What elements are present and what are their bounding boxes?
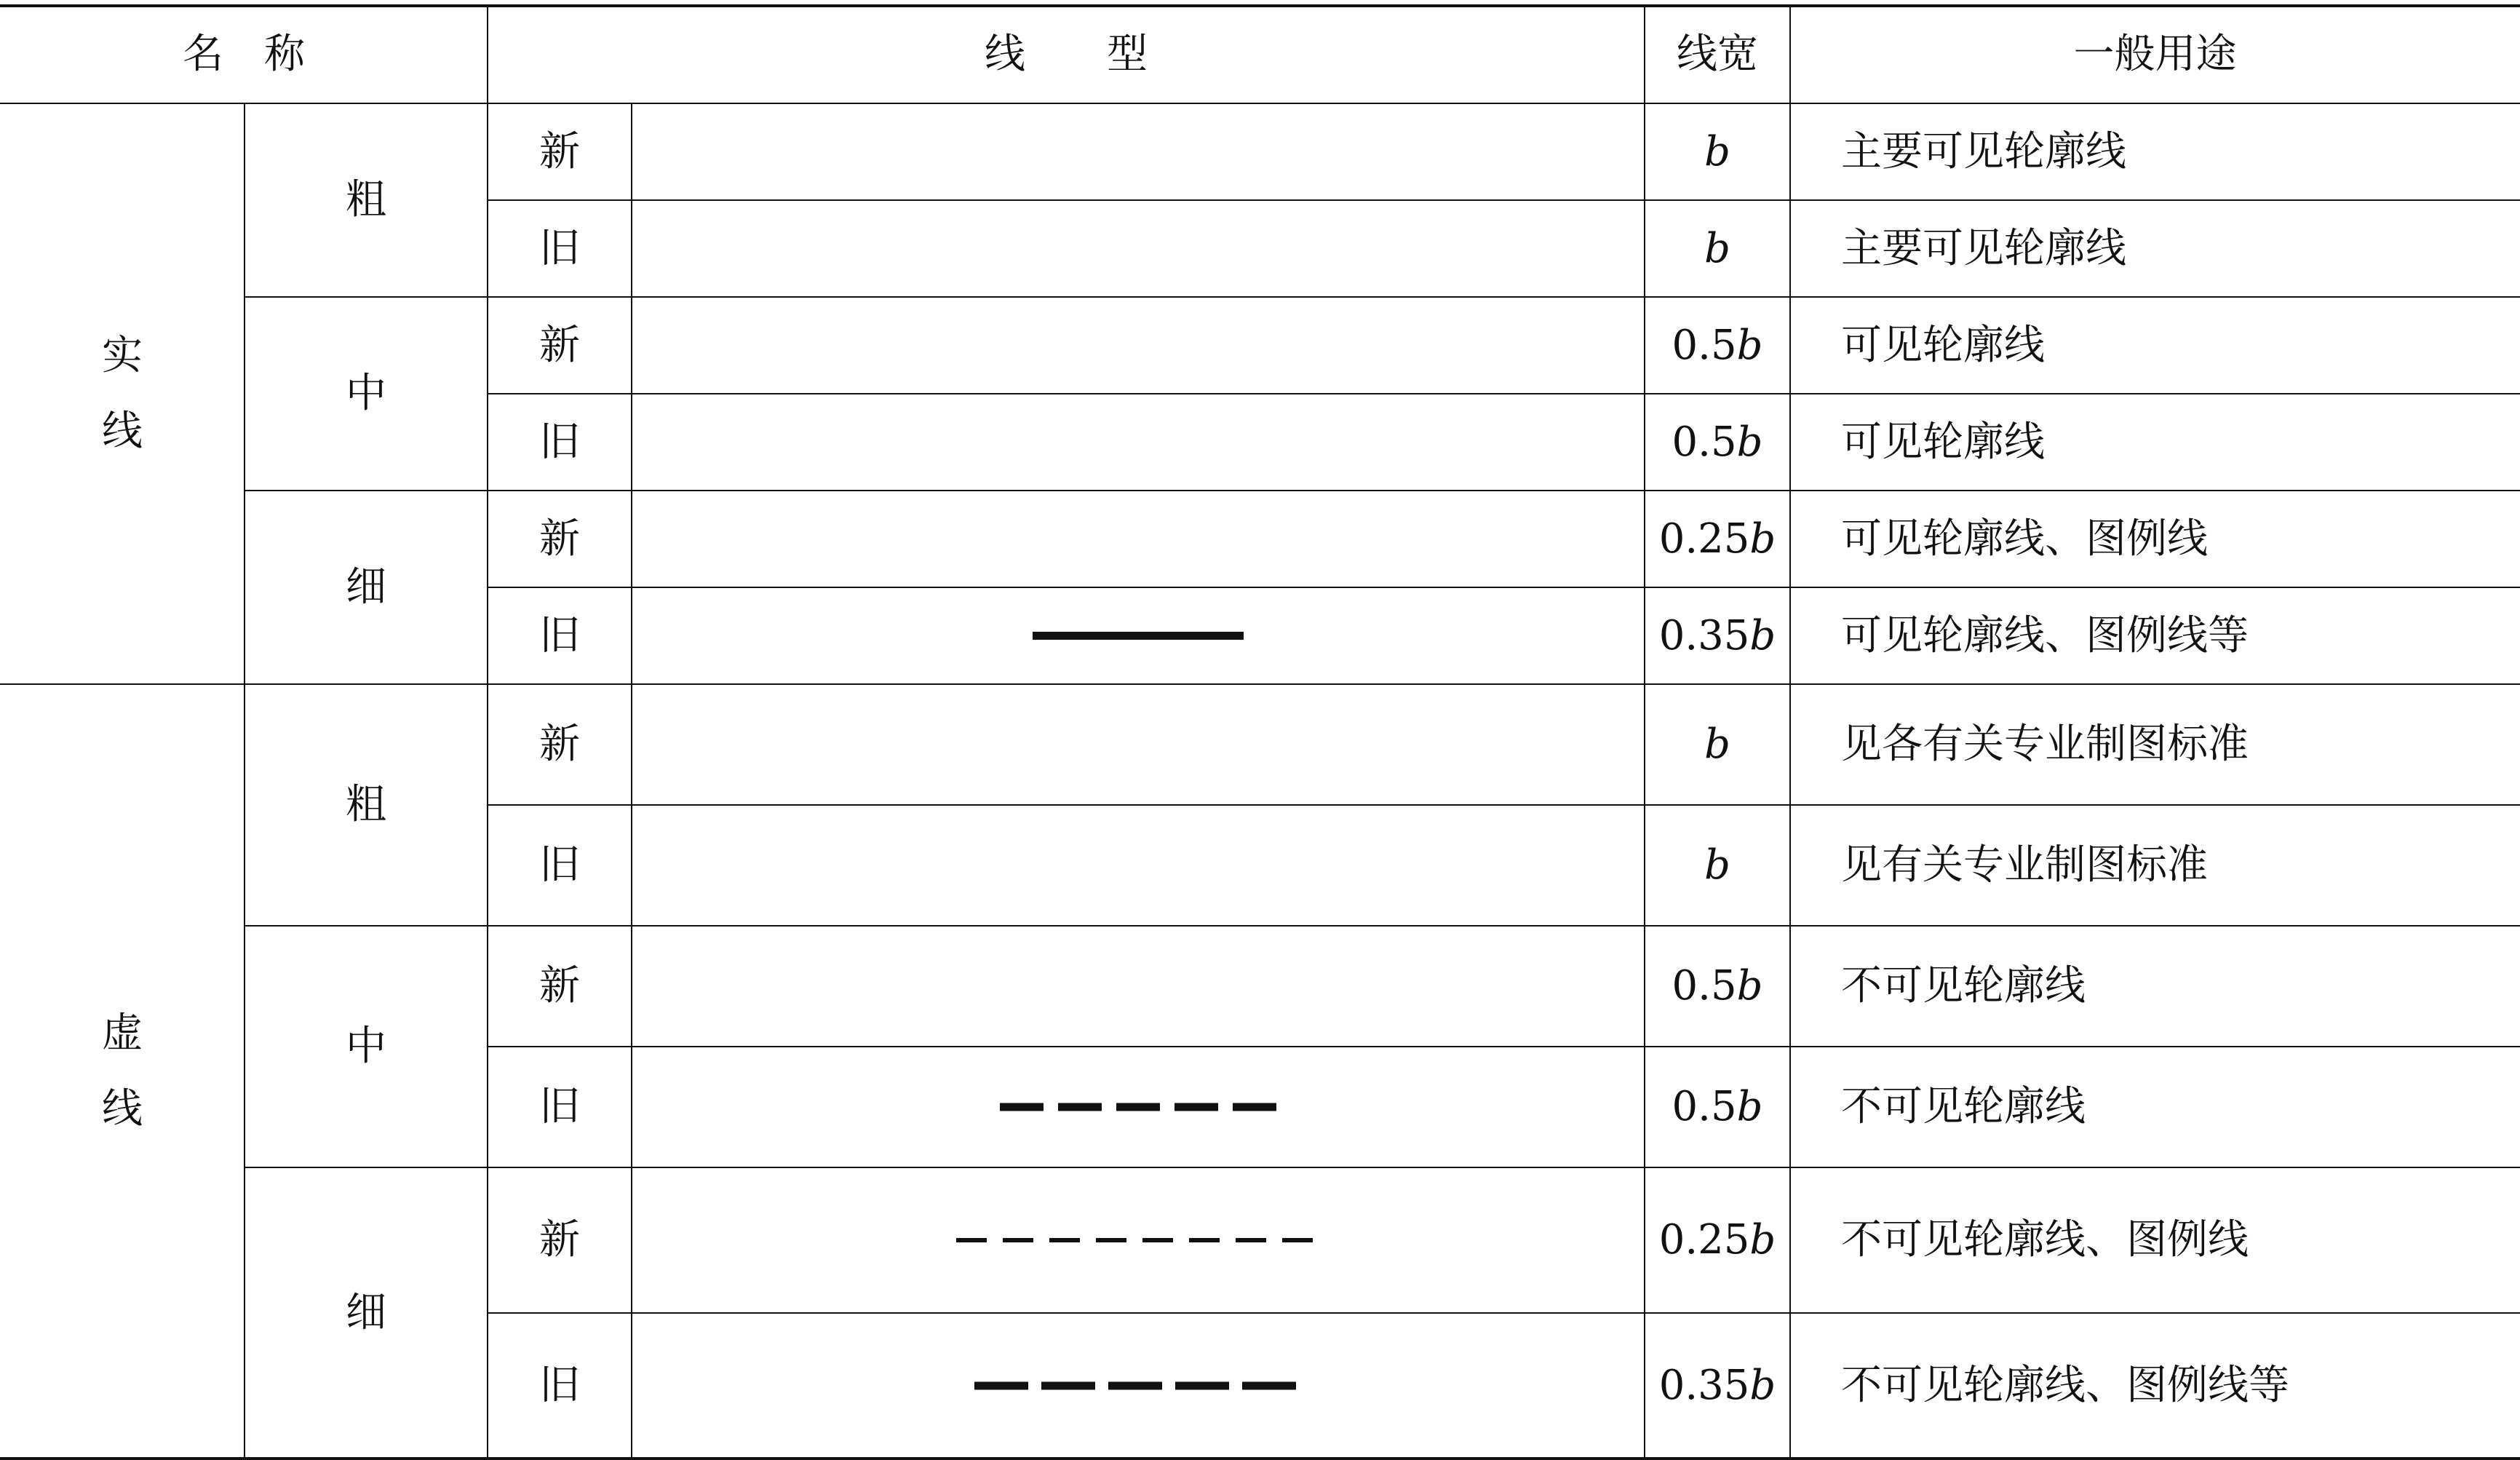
line-width-variable: b	[1736, 321, 1763, 369]
line-width-variable: b	[1704, 841, 1730, 889]
line-width-number: 0.5	[1672, 418, 1737, 466]
line-width-number: 0.35	[1658, 611, 1750, 659]
version-cell: 旧	[539, 1362, 580, 1409]
weight-cell: 中	[346, 370, 386, 417]
line-sample	[632, 684, 1645, 805]
group-name-char: 线	[102, 408, 143, 455]
line-width-variable: b	[1704, 127, 1730, 175]
line-width-number: 0.35	[1658, 1362, 1750, 1409]
version-cell: 旧	[539, 1083, 580, 1130]
line-width-cell	[1645, 103, 1790, 200]
version-cell: 新	[539, 515, 580, 563]
line-width-cell	[1645, 491, 1790, 587]
weight-cell: 细	[346, 563, 386, 611]
line-width-variable: b	[1749, 1216, 1776, 1263]
column-divider	[487, 6, 488, 1459]
line-width-variable: b	[1749, 515, 1776, 563]
line-width-variable: b	[1736, 418, 1763, 466]
line-sample	[632, 1313, 1645, 1459]
group-name-char: 实	[102, 332, 143, 379]
usage-cell: 不可见轮廓线	[1841, 962, 2086, 1009]
version-cell: 新	[539, 321, 580, 369]
line-width-variable: b	[1749, 1362, 1776, 1409]
column-divider	[244, 103, 245, 1459]
group-name-cell	[0, 103, 245, 684]
usage-cell: 不可见轮廓线、图例线等	[1841, 1362, 2289, 1409]
header-line-type: 线 型	[985, 31, 1148, 78]
usage-cell: 可见轮廓线、图例线	[1841, 515, 2208, 563]
header-name: 名 称	[183, 31, 305, 78]
line-width-variable: b	[1736, 962, 1763, 1009]
usage-cell: 见有关专业制图标准	[1841, 841, 2208, 889]
usage-cell: 可见轮廓线	[1841, 321, 2045, 369]
column-divider	[1789, 6, 1791, 1459]
version-cell: 旧	[539, 611, 580, 659]
line-width-cell	[1645, 684, 1790, 805]
usage-cell: 可见轮廓线	[1841, 418, 2045, 466]
line-width-number: 0.5	[1672, 1083, 1737, 1130]
version-cell: 新	[539, 962, 580, 1009]
table-top-border	[0, 4, 2520, 7]
line-sample	[632, 805, 1645, 926]
line-type-table	[0, 6, 2520, 1456]
line-width-cell	[1645, 587, 1790, 684]
line-width-cell	[1645, 394, 1790, 491]
header-usage: 一般用途	[2073, 31, 2237, 78]
line-width-cell	[1645, 297, 1790, 394]
version-cell: 新	[539, 127, 580, 175]
version-cell: 旧	[539, 418, 580, 466]
header-line-width: 线宽	[1677, 31, 1758, 78]
usage-cell: 主要可见轮廓线	[1841, 127, 2126, 175]
version-cell: 旧	[539, 841, 580, 889]
line-width-cell	[1645, 1167, 1790, 1313]
line-sample	[632, 926, 1645, 1047]
line-width-number: 0.5	[1672, 321, 1737, 369]
line-width-cell	[1645, 200, 1790, 297]
weight-cell: 细	[346, 1289, 386, 1336]
line-width-number: 0.25	[1658, 515, 1750, 563]
usage-cell: 主要可见轮廓线	[1841, 224, 2126, 272]
group-name-char: 线	[102, 1085, 143, 1132]
line-width-cell	[1645, 1047, 1790, 1167]
column-divider	[1644, 6, 1645, 1459]
usage-cell: 可见轮廓线、图例线等	[1841, 611, 2249, 659]
line-sample	[632, 394, 1645, 491]
line-width-number: 0.25	[1658, 1216, 1750, 1263]
line-sample	[632, 491, 1645, 587]
column-divider	[631, 103, 632, 1459]
line-sample	[632, 587, 1645, 684]
line-width-cell	[1645, 805, 1790, 926]
line-sample	[632, 200, 1645, 297]
usage-cell: 见各有关专业制图标准	[1841, 721, 2249, 768]
line-width-variable: b	[1704, 721, 1730, 768]
version-cell: 新	[539, 721, 580, 768]
version-cell: 旧	[539, 224, 580, 272]
usage-cell: 不可见轮廓线	[1841, 1083, 2086, 1130]
line-sample	[632, 1167, 1645, 1313]
group-name-cell	[0, 684, 245, 1459]
line-width-number: 0.5	[1672, 962, 1737, 1009]
line-width-cell	[1645, 926, 1790, 1047]
group-name-char: 虚	[102, 1009, 143, 1057]
line-sample	[632, 103, 1645, 200]
weight-cell: 中	[346, 1023, 386, 1070]
line-width-variable: b	[1749, 611, 1776, 659]
line-sample	[632, 1047, 1645, 1167]
weight-cell: 粗	[346, 176, 386, 223]
line-width-cell	[1645, 1313, 1790, 1459]
version-cell: 新	[539, 1216, 580, 1263]
usage-cell: 不可见轮廓线、图例线	[1841, 1216, 2249, 1263]
line-width-variable: b	[1736, 1083, 1763, 1130]
line-sample	[632, 297, 1645, 394]
weight-cell: 粗	[346, 781, 386, 828]
line-width-variable: b	[1704, 224, 1730, 272]
